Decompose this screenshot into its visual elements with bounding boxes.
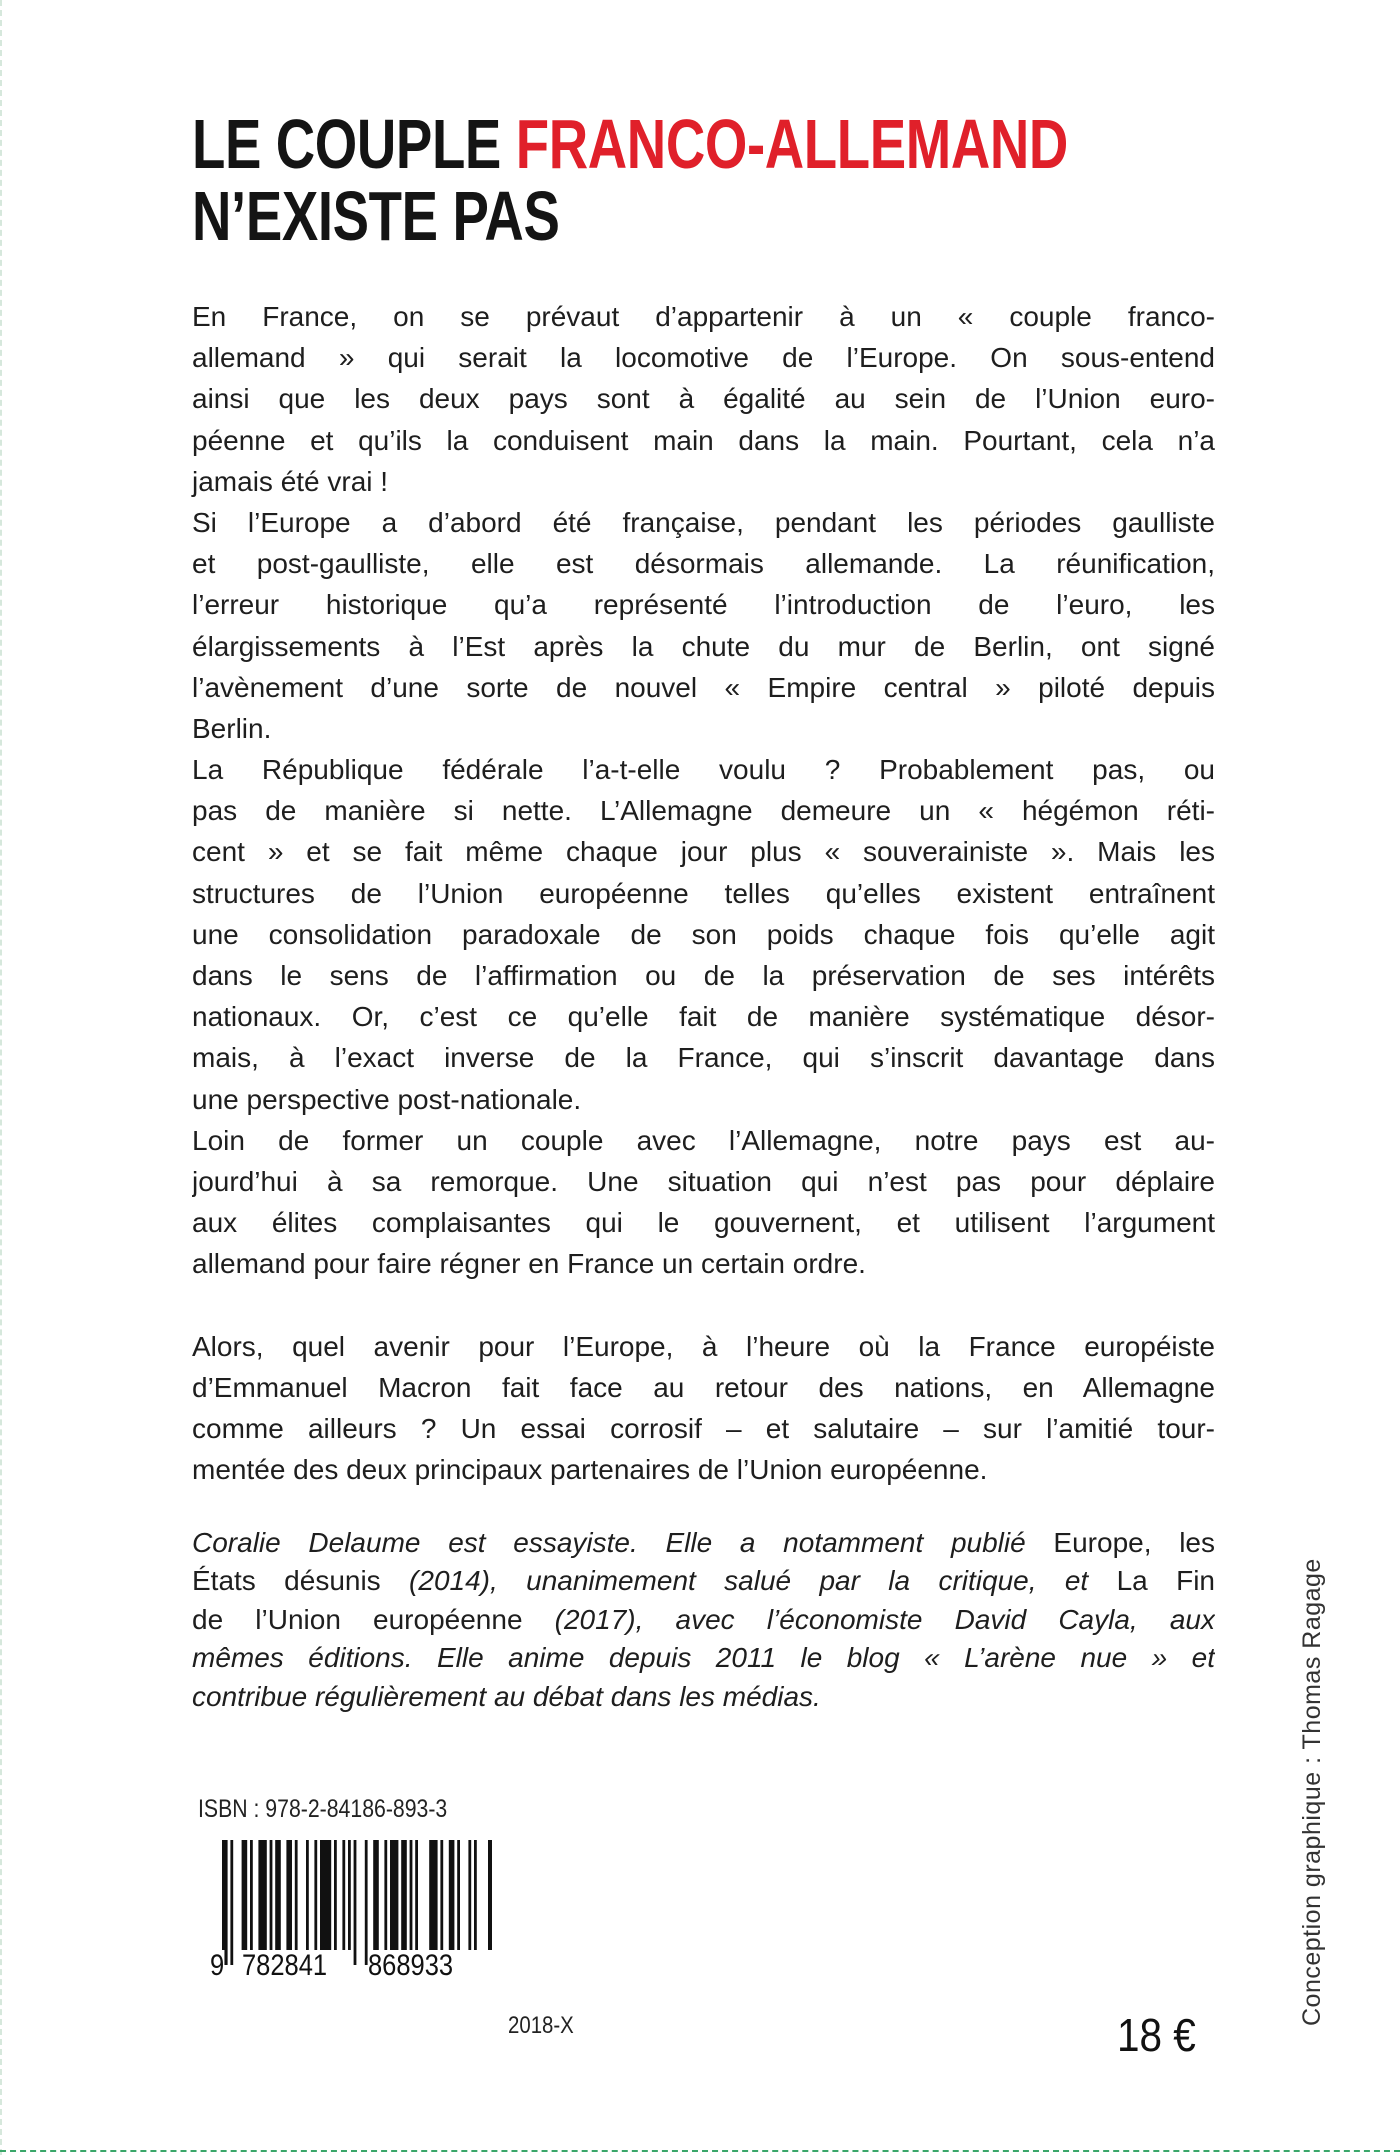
price: 18 € bbox=[1117, 2009, 1196, 2061]
barcode-bar bbox=[306, 1840, 309, 1950]
bio-line bbox=[192, 1678, 1215, 1716]
barcode-bar bbox=[242, 1840, 248, 1950]
blurb-line: structures de l’Union européenne telles qu’elles existent entraînent bbox=[192, 877, 1215, 909]
title-highlight: FRANCO-ALLEMAND bbox=[515, 105, 1068, 183]
blurb-line: Loin de former un couple avec l’Allemagne, notre pays est au- bbox=[192, 1124, 1215, 1156]
bio-line bbox=[192, 1601, 1215, 1639]
edition-code: 2018-X bbox=[508, 2012, 574, 2039]
book-title-mention: Europe, les bbox=[1053, 1527, 1215, 1558]
design-credit: Conception graphique : Thomas Ragage bbox=[1298, 1558, 1326, 2026]
barcode-bar bbox=[488, 1840, 492, 1950]
blurb-line: mentée des deux principaux partenaires de l’Union européenne. bbox=[192, 1454, 988, 1486]
barcode-bar bbox=[286, 1840, 292, 1950]
book-title-mention: de l’Union européenne bbox=[192, 1603, 523, 1635]
blurb-line: d’Emmanuel Macron fait face au retour des nations, en Allemagne bbox=[192, 1371, 1215, 1403]
isbn: ISBN : 978-2-84186-893-3 bbox=[198, 1795, 448, 1823]
barcode-bar bbox=[258, 1840, 266, 1950]
bio-text: mêmes éditions. Elle anime depuis 2011 le blog « L’arène nue » et bbox=[192, 1642, 1215, 1674]
blurb-line: mais, à l’exact inverse de la France, qui s’inscrit davantage dans bbox=[192, 1042, 1215, 1074]
blurb-line: une consolidation paradoxale de son poids chaque fois qu’elle agit bbox=[192, 918, 1215, 950]
blurb-line: jamais été vrai ! bbox=[192, 465, 389, 497]
blurb-line: élargissements à l’Est après la chute du mur de Berlin, ont signé bbox=[192, 630, 1215, 662]
bio-line bbox=[192, 1562, 1215, 1600]
barcode-bar bbox=[275, 1840, 281, 1950]
trim-mark-bottom bbox=[0, 2150, 1400, 2152]
blurb-line: Berlin. bbox=[192, 712, 272, 744]
barcode-bar bbox=[320, 1840, 331, 1950]
blurb-line: Si l’Europe a d’abord été française, pendant les périodes gaulliste bbox=[192, 506, 1215, 538]
barcode-bar bbox=[222, 1840, 228, 1965]
barcode-digits-left: 782841 bbox=[242, 1949, 328, 1982]
blurb-line: péenne et qu’ils la conduisent main dans la main. Pourtant, cela n’a bbox=[192, 424, 1215, 456]
book-title-mention: La Fin bbox=[1116, 1565, 1215, 1597]
blurb-line: cent » et se fait même chaque jour plus « souverainiste ». Mais les bbox=[192, 836, 1215, 868]
barcode-bar bbox=[440, 1840, 443, 1950]
blurb-line: pas de manière si nette. L’Allemagne demeure un « hégémon réti- bbox=[192, 795, 1215, 827]
blurb-line: l’avènement d’une sorte de nouvel « Empire central » piloté depuis bbox=[192, 671, 1215, 703]
barcode-bar bbox=[348, 1840, 351, 1950]
barcode-bar bbox=[342, 1840, 345, 1950]
barcode-bar bbox=[415, 1840, 418, 1950]
barcode-bar bbox=[295, 1840, 298, 1950]
blurb-line: dans le sens de l’affirmation ou de la préservation de ses intérêts bbox=[192, 960, 1215, 991]
blurb-line: jourd’hui à sa remorque. Une situation qui n’est pas pour déplaire bbox=[192, 1165, 1215, 1197]
barcode-bar bbox=[230, 1840, 233, 1965]
barcode-bar bbox=[270, 1840, 273, 1950]
blurb-text bbox=[192, 296, 1215, 1490]
book-title-mention: États désunis bbox=[192, 1565, 381, 1597]
barcode-bar bbox=[354, 1840, 357, 1965]
blurb-line: allemand » qui serait la locomotive de l’Europe. On sous-entend bbox=[192, 342, 1215, 374]
bio-line bbox=[192, 1524, 1215, 1562]
barcode-bar bbox=[384, 1840, 387, 1950]
title-part1: LE COUPLE bbox=[192, 105, 516, 183]
book-title bbox=[192, 105, 1068, 255]
blurb-line: l’erreur historique qu’a représenté l’introduction de l’euro, les bbox=[192, 589, 1215, 621]
bio-text: (2014), unanimement salué par la critique, et bbox=[380, 1565, 1117, 1597]
barcode bbox=[222, 1840, 492, 1965]
barcode-bar bbox=[314, 1840, 317, 1950]
barcode-bar bbox=[468, 1840, 471, 1950]
barcode-bar bbox=[334, 1840, 337, 1950]
bio-text: Coralie Delaume est essayiste. Elle a notamment publié bbox=[192, 1527, 1054, 1558]
barcode-digits-right: 868933 bbox=[368, 1949, 454, 1982]
barcode-bar bbox=[429, 1840, 437, 1950]
blurb-line: aux élites complaisantes qui le gouvernent, et utilisent l’argument bbox=[192, 1207, 1215, 1239]
blurb-line: En France, on se prévaut d’appartenir à un « couple franco- bbox=[192, 301, 1215, 332]
bio-text: (2017), avec l’économiste David Cayla, aux bbox=[522, 1603, 1215, 1635]
title-line2: N’EXISTE PAS bbox=[192, 177, 560, 255]
blurb-line: ainsi que les deux pays sont à égalité au sein de l’Union euro- bbox=[192, 383, 1215, 415]
barcode-bar bbox=[373, 1840, 379, 1950]
blurb-line: La République fédérale l’a-t-elle voulu ? Probablement pas, ou bbox=[192, 754, 1215, 786]
trim-mark-left bbox=[0, 0, 2, 2155]
barcode-bar bbox=[457, 1840, 460, 1950]
barcode-bar bbox=[474, 1840, 477, 1950]
barcode-bar bbox=[401, 1840, 407, 1950]
blurb-line: comme ailleurs ? Un essai corrosif – et salutaire – sur l’amitié tour- bbox=[192, 1413, 1215, 1445]
blurb-line: et post-gaulliste, elle est désormais allemande. La réunification, bbox=[192, 548, 1215, 580]
barcode-digit-first: 9 bbox=[210, 1949, 225, 1982]
author-bio bbox=[192, 1524, 1215, 1716]
barcode-bar bbox=[449, 1840, 455, 1950]
blurb-line: une perspective post-nationale. bbox=[192, 1083, 582, 1115]
blurb-line: allemand pour faire régner en France un certain ordre. bbox=[192, 1248, 866, 1280]
barcode-bar bbox=[410, 1840, 413, 1950]
barcode-bar bbox=[365, 1840, 368, 1965]
paragraph-gap bbox=[192, 1285, 1215, 1326]
barcode-bar bbox=[250, 1840, 253, 1950]
blurb-line: nationaux. Or, c’est ce qu’elle fait de manière systématique désor- bbox=[192, 1001, 1215, 1033]
blurb-line: Alors, quel avenir pour l’Europe, à l’heure où la France européiste bbox=[192, 1330, 1215, 1362]
bio-text: contribue régulièrement au débat dans les médias. bbox=[192, 1680, 821, 1712]
bio-line bbox=[192, 1639, 1215, 1677]
barcode-bar bbox=[390, 1840, 398, 1950]
